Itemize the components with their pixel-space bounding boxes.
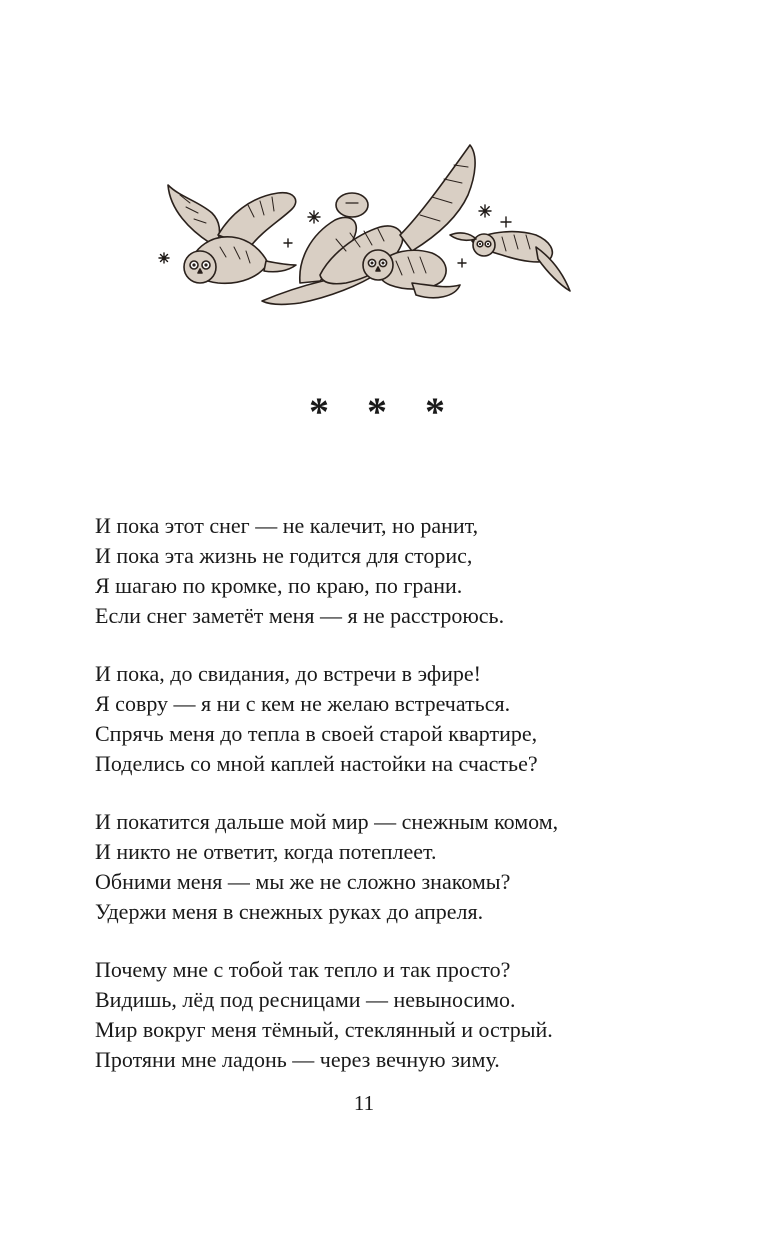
flying-owls-illustration: [150, 135, 580, 315]
poem-line: Протяни мне ладонь — через вечную зиму.: [95, 1047, 500, 1072]
poem-line: Я шагаю по кромке, по краю, по грани.: [95, 573, 463, 598]
poem-line: Мир вокруг меня тёмный, стеклянный и острый.: [95, 1017, 553, 1042]
stanza: [95, 511, 695, 631]
star-icon: [308, 211, 320, 223]
star-icon: [458, 259, 466, 267]
poem-line: Если снег заметёт меня — я не расстроюсь.: [95, 603, 505, 628]
stanza: [95, 807, 695, 927]
star-icon: [501, 217, 511, 227]
section-separator: * * *: [309, 389, 459, 434]
poem-line: Обними меня — мы же не сложно знакомы?: [95, 869, 511, 894]
owl-right-icon: [450, 232, 570, 291]
star-icon: [284, 239, 292, 247]
poem-line: Почему мне с тобой так тепло и так просто?: [95, 957, 511, 982]
owl-middle-icon: [363, 250, 460, 298]
poem-line: И пока этот снег — не калечит, но ранит,: [95, 513, 479, 538]
owl-left-icon: [168, 185, 296, 283]
stanza: [95, 659, 695, 779]
star-icon: [159, 253, 169, 263]
poem-line: И покатится дальше мой мир — снежным комом,: [95, 809, 559, 834]
stanza: [95, 955, 695, 1075]
star-icon: [479, 205, 491, 217]
poem-line: Я совру — я ни с кем не желаю встречаться.: [95, 691, 511, 716]
poem-line: И пока, до свидания, до встречи в эфире!: [95, 661, 481, 686]
poem-line: Удержи меня в снежных руках до апреля.: [95, 899, 484, 924]
poem: [95, 511, 695, 1103]
poem-line: Поделись со мной каплей настойки на счастье?: [95, 751, 538, 776]
poem-line: И никто не ответит, когда потеплеет.: [95, 839, 437, 864]
page-number: 11: [353, 1091, 375, 1115]
poem-line: Спрячь меня до тепла в своей старой квартире,: [95, 721, 538, 746]
poem-line: Видишь, лёд под ресницами — невыносимо.: [95, 987, 516, 1012]
poem-line: И пока эта жизнь не годится для сторис,: [95, 543, 473, 568]
